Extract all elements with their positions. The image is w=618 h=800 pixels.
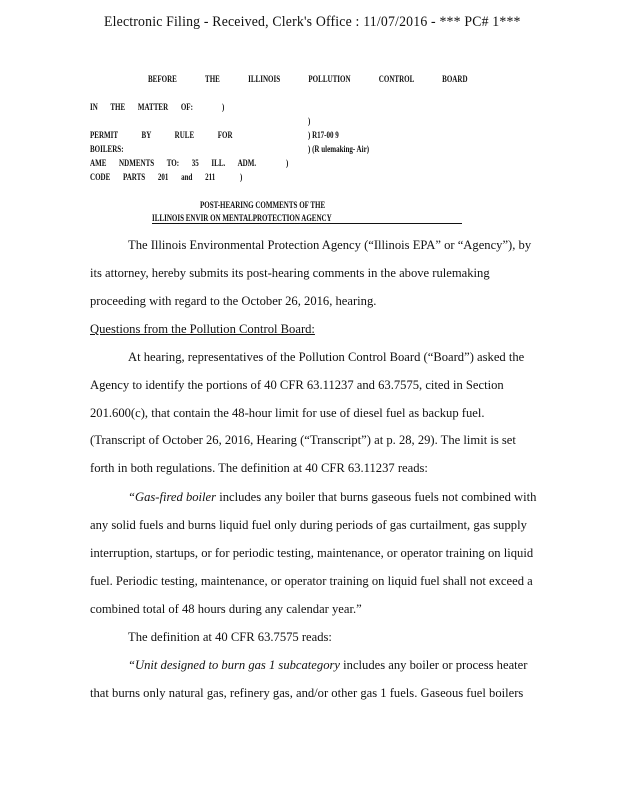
paragraph-2-line-4: (Transcript of October 26, 2016, Hearing (“Transcript”) at p. 28, 29). The limit is set <box>90 433 516 447</box>
paragraph-1-line-3: proceeding with regard to the October 26, 2016, hearing. <box>90 294 377 308</box>
docket-number: ) R17-00 9 <box>308 130 339 140</box>
caption-paren-1: ) <box>222 102 225 112</box>
caption-left-row-4: BOILERS: <box>90 144 124 154</box>
paragraph-1-line-1: The Illinois Environmental Protection Agency (“Illinois EPA” or “Agency”), by <box>128 238 532 252</box>
paragraph-2-line-5: forth in both regulations. The definition at 40 CFR 63.11237 reads: <box>90 461 428 475</box>
paragraph-1-line-2: its attorney, hereby submits its post-hearing comments in the above rulemaking <box>90 266 490 280</box>
caption-left-row-1: IN THE MATTER OF: <box>90 102 193 112</box>
caption-left-row-5: AME NDMENTS TO: 35 ILL. ADM. <box>90 158 257 168</box>
document-subtitle-line-1: POST-HEARING COMMENTS OF THE <box>200 200 326 210</box>
document-subtitle-line-2: ILLINOIS ENVIR ON MENTALPROTECTION AGENCY <box>152 213 332 223</box>
quote-1-line-2: any solid fuels and burns liquid fuel only during periods of gas curtailment, gas supply <box>90 518 527 532</box>
quote-2-line-2: that burns only natural gas, refinery gas, and/or other gas 1 fuels. Gaseous fuel boilers <box>90 686 524 700</box>
quote-1-line-4: fuel. Periodic testing, maintenance, or operator training on liquid fuel shall not exceed a <box>90 574 533 588</box>
quote-1-line-1 <box>128 490 536 505</box>
quote-1-term: “Gas-fired boiler <box>128 490 217 504</box>
paragraph-3: The definition at 40 CFR 63.7575 reads: <box>128 630 332 644</box>
quote-2-term: “Unit designed to burn gas 1 subcategory <box>128 658 340 672</box>
caption-left-row-6: CODE PARTS 201 and 211 <box>90 172 216 182</box>
paragraph-2-line-3: 201.600(c), that contain the 48-hour limit for use of diesel fuel as backup fuel. <box>90 406 485 420</box>
caption-paren-2: ) <box>308 116 311 126</box>
caption-paren-5: ) <box>286 158 289 168</box>
paragraph-2-line-1: At hearing, representatives of the Pollution Control Board (“Board”) asked the <box>128 350 525 364</box>
subtitle-underline <box>152 223 462 224</box>
rulemaking-type: ) (R ulemaking- Air) <box>308 144 370 154</box>
caption-paren-6: ) <box>240 172 243 182</box>
quote-1-line-5: combined total of 48 hours during any calendar year.” <box>90 602 362 616</box>
section-heading: Questions from the Pollution Control Board: <box>90 322 315 336</box>
quote-2-line-1 <box>128 658 527 673</box>
quote-1-line-1-rest: includes any boiler that burns gaseous fuels not combined with <box>216 490 537 504</box>
quote-1-line-3: interruption, startups, or for periodic testing, maintenance, or operator training on liquid <box>90 546 534 560</box>
quote-2-line-1-rest: includes any boiler or process heater <box>340 658 528 672</box>
paragraph-2-line-2: Agency to identify the portions of 40 CFR 63.11237 and 63.7575, cited in Section <box>90 378 504 392</box>
caption-left-row-3: PERMIT BY RULE FOR <box>90 130 233 140</box>
caption-title: BEFORE THE ILLINOIS POLLUTION CONTROL BOARD <box>148 74 468 84</box>
electronic-filing-header: Electronic Filing - Received, Clerk's Office : 11/07/2016 - *** PC# 1*** <box>104 14 521 30</box>
